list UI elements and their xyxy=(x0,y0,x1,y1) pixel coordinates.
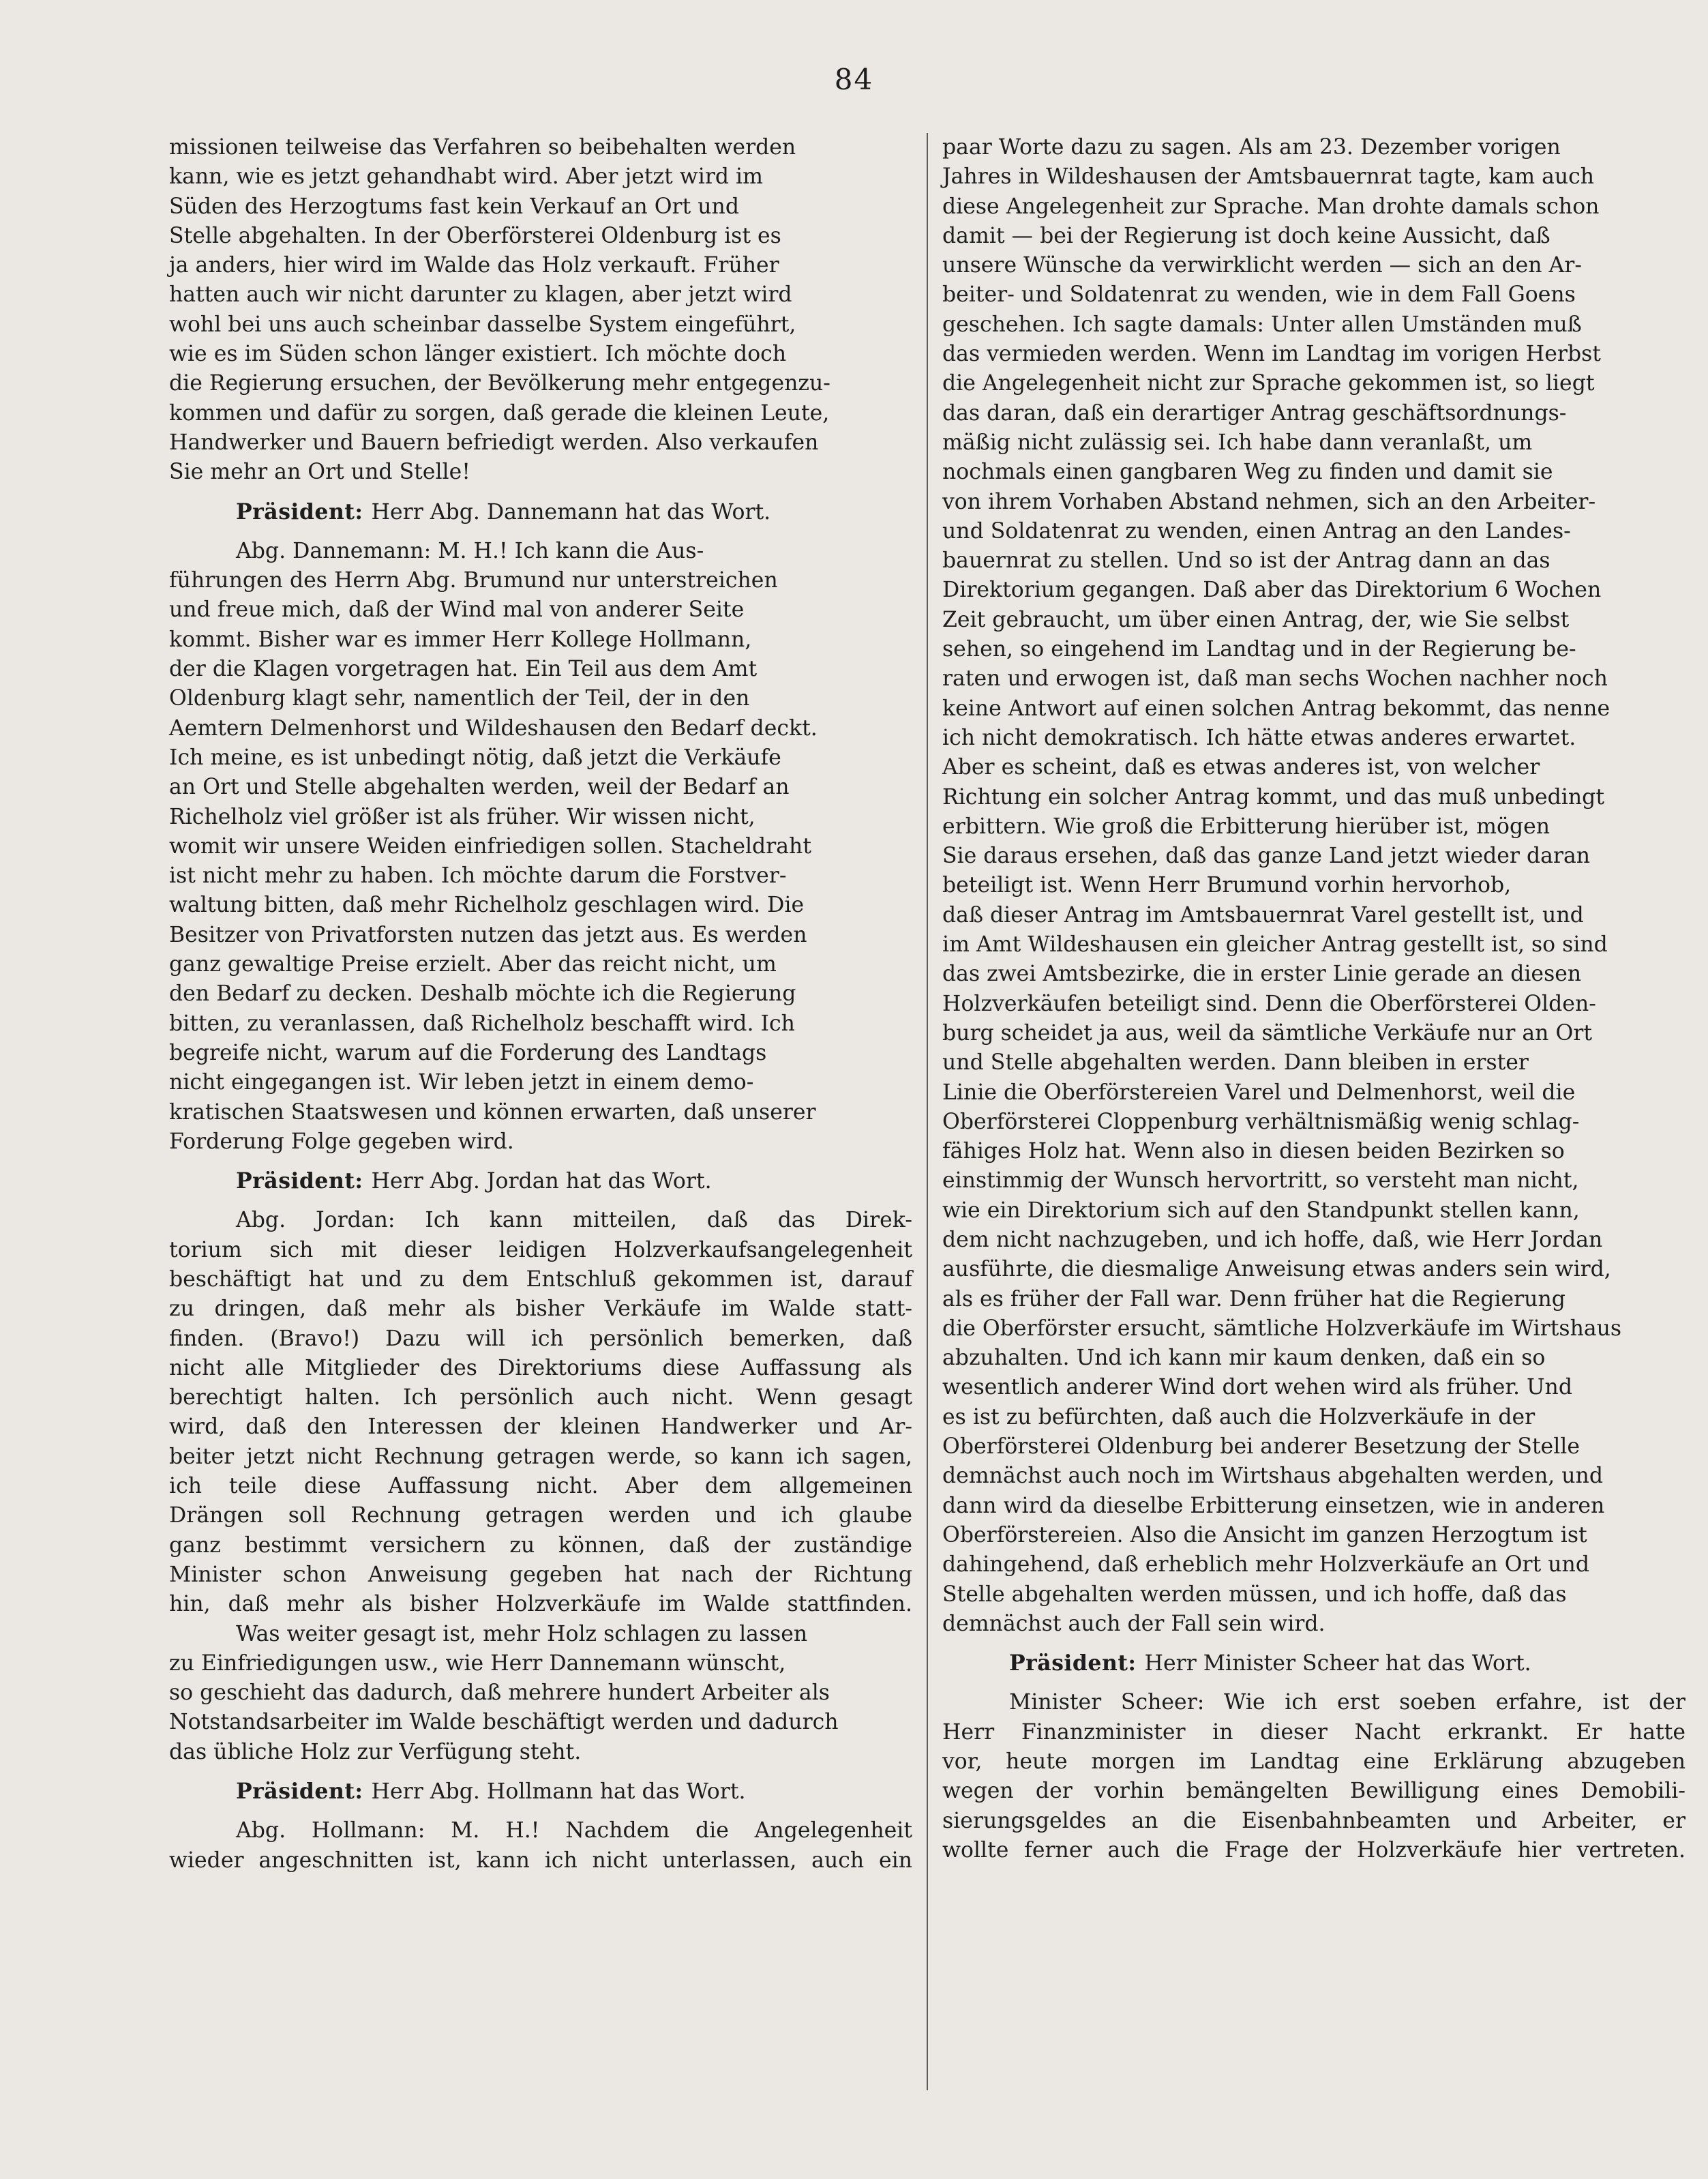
left-paragraph-2: Abg. Dannemann: M. H.! Ich kann die Aus- führungen des Herrn Abg. Brumund nur unterstreichen und freue mich, daß der Wind mal von anderer Seite kommt. Bisher war es immer Herr Kollege Hollmann, der die Klagen vorgetragen hat. Ein Teil aus dem Amt Oldenburg klagt sehr, namentlich der Teil, der in den Aemtern Delmenhorst und Wildeshausen den Bedarf deckt. Ich meine, es ist unbedingt nötig, daß jetzt die Verkäufe an Ort und Stelle abgehalten werden, weil der Bedarf an Richelholz viel größer ist als früher. Wir wissen nicht, womit wir unsere Weiden einfriedigen sollen. Stacheldraht ist nicht mehr zu haben. Ich möchte darum die Forstver- waltung bitten, daß mehr Richelholz geschlagen wird. Die Besitzer von Privatforsten nutzen das jetzt aus. Es werden ganz gewaltige Preise erzielt. Aber das reicht nicht, um den Bedarf zu decken. Deshalb möchte ich die Regierung bitten, zu veranlassen, daß Richelholz beschafft wird. Ich begreife nicht, warum auf die Forderung des Landtags nicht eingegangen ist. Wir leben jetzt in einem demo- kratischen Staatswesen und können erwarten, daß unserer Forderung Folge gegeben wird. xyxy=(169,538,818,1154)
speaker-label: Präsident: xyxy=(236,1779,363,1805)
left-paragraph-4: Was weiter gesagt ist, mehr Holz schlagen zu lassen zu Einfriedigungen usw., wie Herr Dannemann wünscht, so geschieht das dadurch, daß mehrere hundert Arbeiter als Notstandsarbeiter im Walde beschäftigt werden und dadurch das übliche Holz zur Verfügung steht. xyxy=(169,1621,839,1764)
column-divider xyxy=(927,133,928,2090)
speaker-label: Präsident: xyxy=(236,499,363,524)
page-number: 84 xyxy=(834,63,874,96)
speaker-text: Herr Minister Scheer hat das Wort. xyxy=(1144,1651,1531,1676)
right-paragraph-1: paar Worte dazu zu sagen. Als am 23. Dezember vorigen Jahres in Wildeshausen der Amtsbauernrat tagte, kam auch diese Angelegenheit zur Sprache. Man drohte damals schon damit — bei der Regierung ist doch keine Aussicht, daß unsere Wünsche da verwirklicht werden — sich an den Ar- beiter- und Soldatenrat zu wenden, wie in dem Fall Goens geschehen. Ich sagte damals: Unter allen Umständen muß das vermieden werden. Wenn im Landtag im vorigen Herbst die Angelegenheit nicht zur Sprache gekommen ist, so liegt das daran, daß ein derartiger Antrag geschäftsordnungs- mäßig nicht zulässig sei. Ich habe dann veranlaßt, um nochmals einen gangbaren Weg zu finden und damit sie von ihrem Vorhaben Abstand nehmen, sich an den Arbeiter- und Soldatenrat zu wenden, einen Antrag an den Landes- bauernrat zu stellen. Und so ist der Antrag dann an das Direktorium gegangen. Daß aber das Direktorium 6 Wochen Zeit gebraucht, um über einen Antrag, der, wie Sie selbst sehen, so eingehend im Landtag und in der Regierung be- raten und erwogen ist, daß man sechs Wochen nachher noch keine Antwort auf einen solchen Antrag bekommt, das nenne ich nicht demokratisch. Ich hätte etwas anderes erwartet. Aber es scheint, daß es etwas anderes ist, von welcher Richtung ein solcher Antrag kommt, und das muß unbedingt erbittern. Wie groß die Erbitterung hierüber ist, mögen Sie daraus ersehen, daß das ganze Land jetzt wieder daran beteiligt ist. Wenn Herr Brumund vorhin hervorhob, daß dieser Antrag im Amtsbauernrat Varel gestellt ist, und im Amt Wildeshausen ein gleicher Antrag gestellt ist, so sind das zwei Amtsbezirke, die in erster Linie gerade an diesen Holzverkäufen beteiligt sind. Denn die Oberförsterei Olden- burg scheidet ja aus, weil da sämtliche Verkäufe nur an Ort und Stelle abgehalten werden. Dann bleiben in erster Linie die Oberförstereien Varel und Delmenhorst, weil die Oberförsterei Cloppenburg verhältnismäßig wenig schlag- fähiges Holz hat. Wenn also in diesen beiden Bezirken so einstimmig der Wunsch hervortritt, so versteht man nicht, wie ein Direktorium sich auf den Standpunkt stellen kann, dem nicht nachzugeben, und ich hoffe, daß, wie Herr Jordan ausführte, die diesmalige Anweisung etwas anders sein wird, als es früher der Fall war. Denn früher hat die Regierung die Oberförster ersucht, sämtliche Holzverkäufe im Wirtshaus abzuhalten. Und ich kann mir kaum denken, daß ein so wesentlich anderer Wind dort wehen wird als früher. Und es ist zu befürchten, daß auch die Holzverkäufe in der Oberförsterei Oldenburg bei anderer Besetzung der Stelle demnächst auch noch im Wirtshaus abgehalten werden, und dann wird da dieselbe Erbitterung einsetzen, wie in anderen Oberförstereien. Also die Ansicht im ganzen Herzogtum ist dahingehend, daß erheblich mehr Holzverkäufe an Ort und Stelle abgehalten werden müssen, und ich hoffe, daß das demnächst auch der Fall sein wird. xyxy=(942,135,1622,1636)
speaker-text: Herr Abg. Dannemann hat das Wort. xyxy=(371,499,771,524)
left-paragraph-1: missionen teilweise das Verfahren so beibehalten werden kann, wie es jetzt gehandhabt wird. Aber jetzt wird im Süden des Herzogtums fast kein Verkauf an Ort und Stelle abgehalten. In der Oberförsterei Oldenburg ist es ja anders, hier wird im Walde das Holz verkauft. Früher hatten auch wir nicht darunter zu klagen, aber jetzt wird wohl bei uns auch scheinbar dasselbe System eingeführt, wie es im Süden schon länger existiert. Ich möchte doch die Regierung ersuchen, der Bevölkerung mehr entgegenzu- kommen und dafür zu sorgen, daß gerade die kleinen Leute, Handwerker und Bauern befriedigt werden. Also verkaufen Sie mehr an Ort und Stelle! xyxy=(169,135,830,485)
left-paragraph-3: Abg. Jordan: Ich kann mitteilen, daß das Direk- torium sich mit dieser leidigen Holzverkaufsangelegenheit beschäftigt hat und zu dem Entschluß gekommen ist, darauf zu dringen, daß mehr als bisher Verkäufe im Walde statt- finden. (Bravo!) Dazu will ich persönlich bemerken, daß nicht alle Mitglieder des Direktoriums diese Auffassung als berechtigt halten. Ich persönlich auch nicht. Wenn gesagt wird, daß den Interessen der kleinen Handwerker und Ar- beiter jetzt nicht Rechnung getragen werde, so kann ich sagen, ich teile diese Auffassung nicht. Aber dem allgemeinen Drängen soll Rechnung getragen werden und ich glaube ganz bestimmt versichern zu können, daß der zuständige Minister schon Anweisung gegeben hat nach der Richtung hin, daß mehr als bisher Holzverkäufe im Walde stattfinden. xyxy=(169,1208,912,1617)
speaker-line-hollmann xyxy=(169,1777,912,1807)
speaker-label: Präsident: xyxy=(236,1168,363,1194)
speaker-text: Herr Abg. Jordan hat das Wort. xyxy=(371,1169,712,1194)
right-column xyxy=(942,133,1685,1865)
speaker-label: Präsident: xyxy=(1009,1650,1137,1676)
speaker-text: Herr Abg. Hollmann hat das Wort. xyxy=(371,1779,746,1805)
left-paragraph-5: Abg. Hollmann: M. H.! Nachdem die Angelegenheit wieder angeschnitten ist, kann ich nicht unterlassen, auch ein xyxy=(169,1818,912,1873)
right-paragraph-2: Minister Scheer: Wie ich erst soeben erfahre, ist der Herr Finanzminister in dieser Nacht erkrankt. Er hatte vor, heute morgen im Landtag eine Erklärung abzugeben wegen der vorhin bemängelten Bewilligung eines Demobili- sierungsgeldes an die Eisenbahnbeamten und Arbeiter, er wollte ferner auch die Frage der Holzverkäufe hier vertreten. xyxy=(942,1690,1685,1863)
speaker-line-scheer xyxy=(942,1648,1685,1678)
speaker-line-jordan xyxy=(169,1166,912,1196)
left-column xyxy=(169,133,912,1876)
speaker-line-dannemann xyxy=(169,497,912,527)
